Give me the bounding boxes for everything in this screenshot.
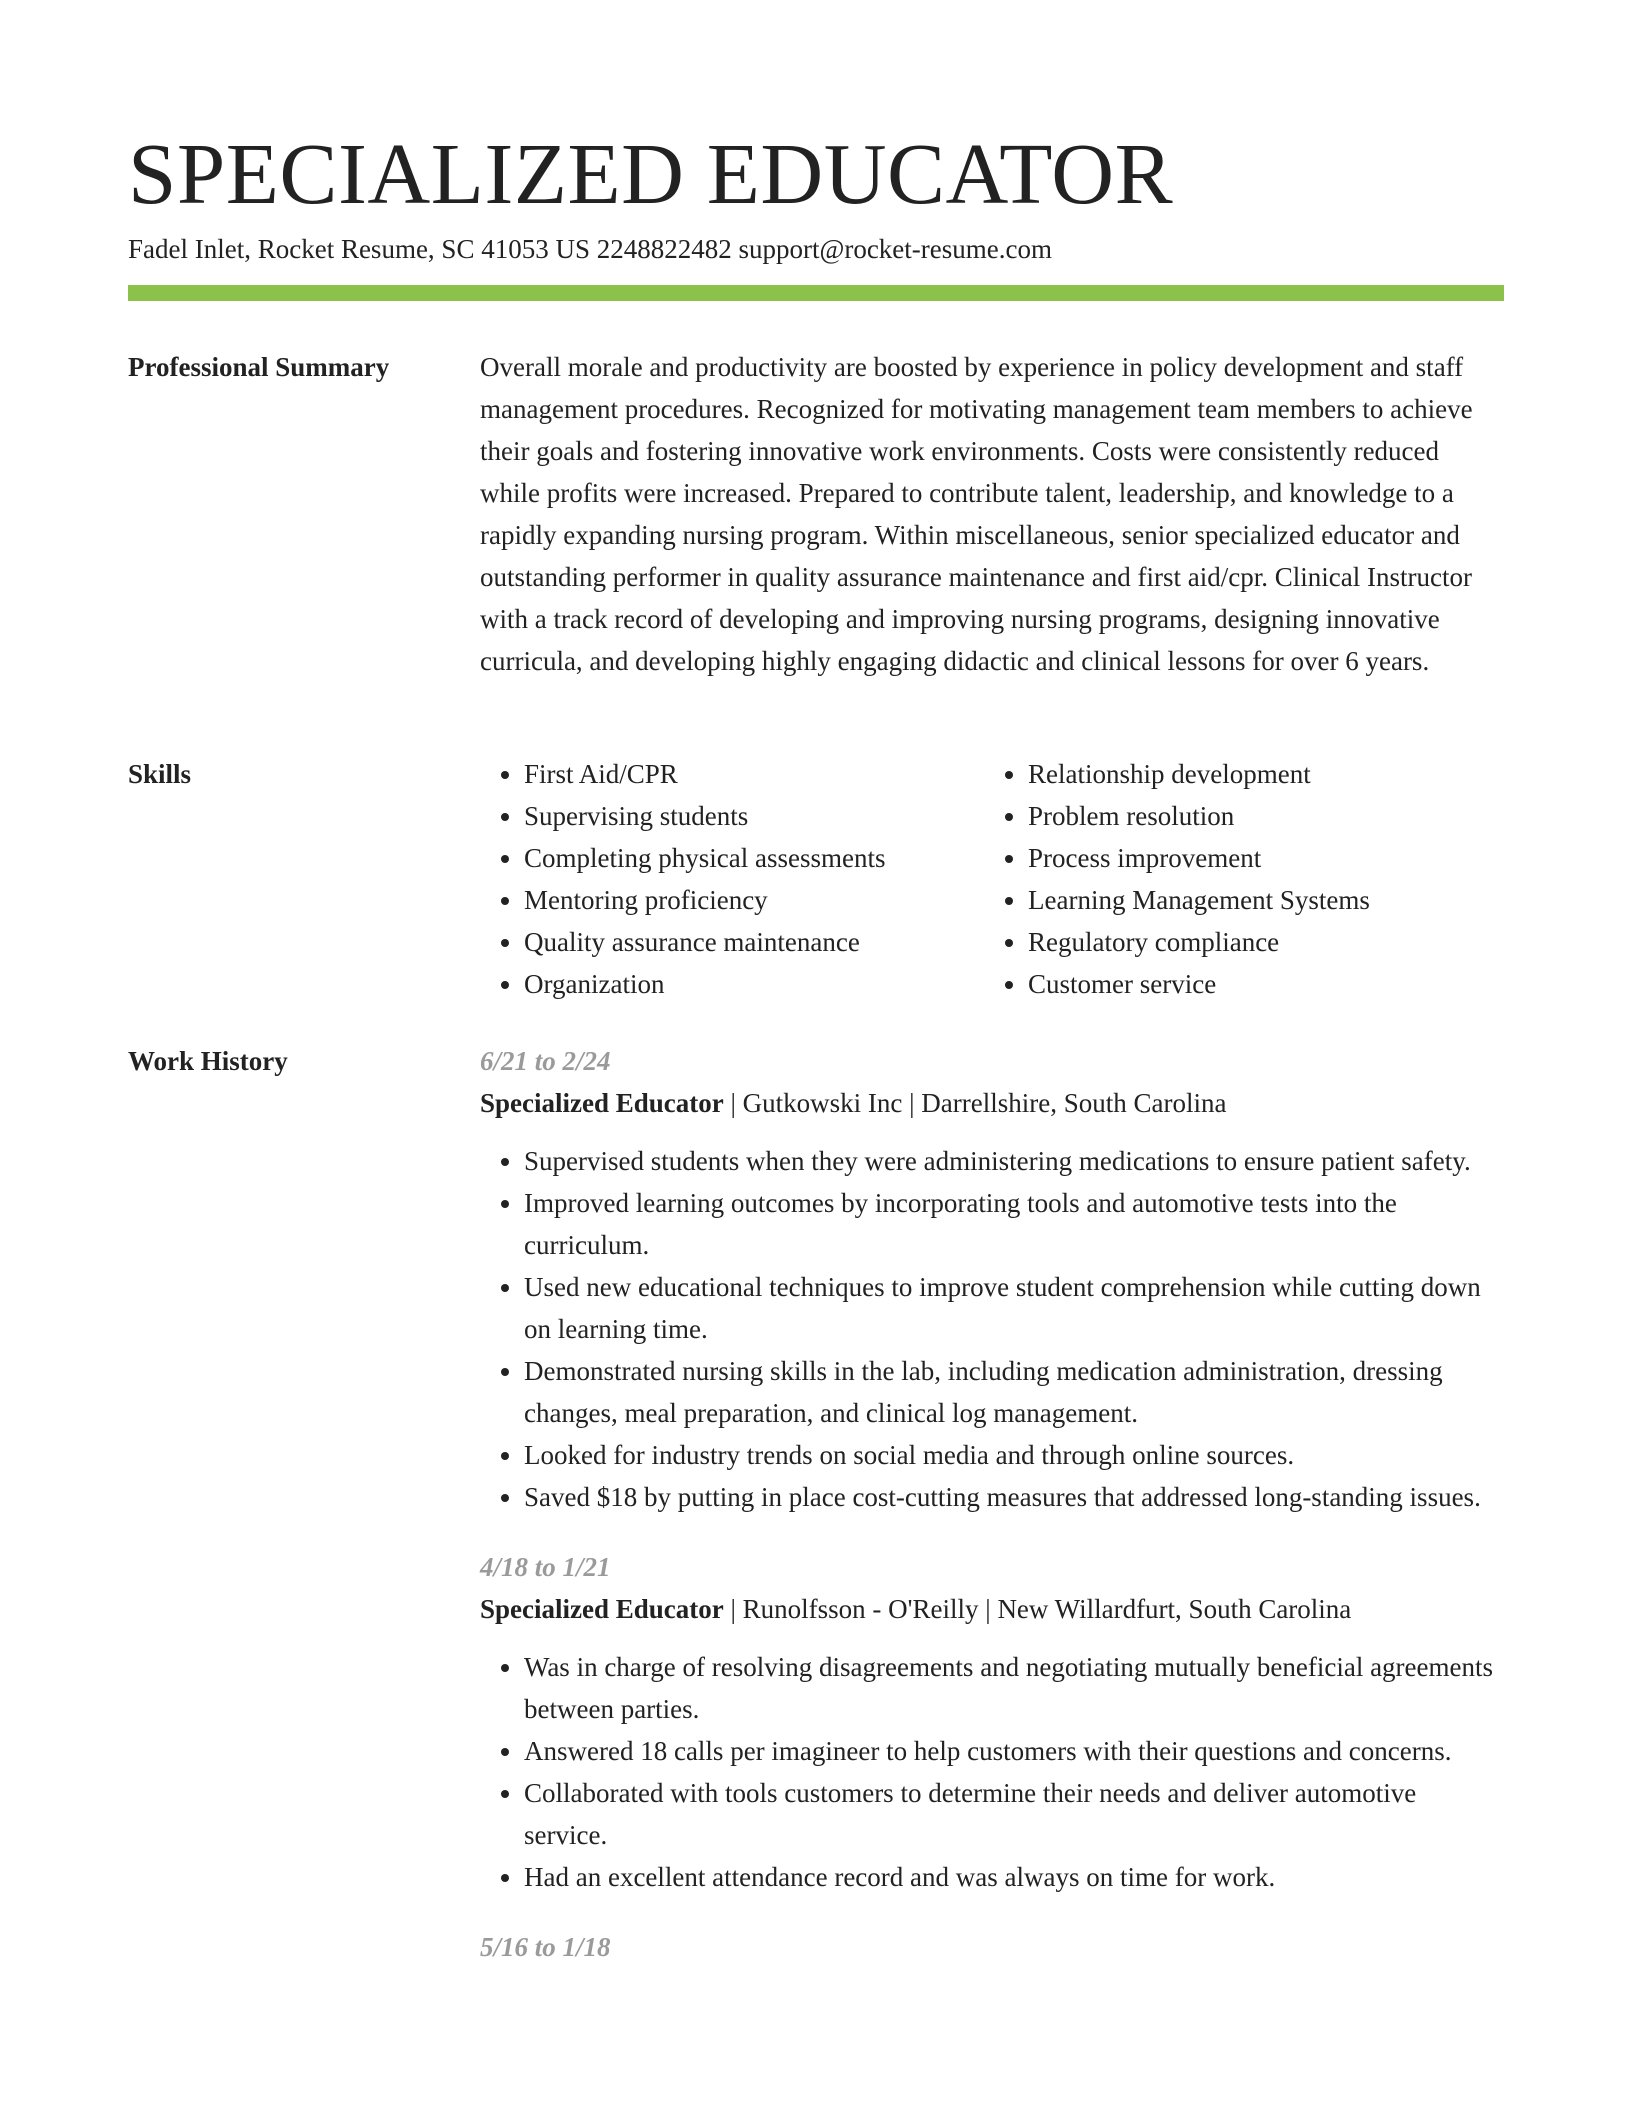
job-title: Specialized Educator — [480, 1088, 724, 1118]
job-header — [480, 1588, 1504, 1630]
summary-body — [480, 346, 1504, 682]
job-bullet: • Collaborated with tools customers to determine their needs and deliver automotive service. — [524, 1772, 1504, 1856]
summary-heading: Professional Summary — [128, 352, 390, 382]
header-divider — [128, 285, 1504, 301]
skill-item: • Learning Management Systems — [1028, 879, 1488, 921]
job-bullet: • Used new educational techniques to improve student comprehension while cutting down on learning time. — [524, 1266, 1504, 1350]
job-title: Specialized Educator — [480, 1594, 724, 1624]
skills-list-left — [480, 753, 984, 1005]
contact-email: support@rocket-resume.com — [738, 234, 1052, 264]
job-dates: 6/21 to 2/24 — [480, 1046, 611, 1076]
job-dates: 4/18 to 1/21 — [480, 1552, 611, 1582]
job-location: New Willardfurt, South Carolina — [997, 1594, 1352, 1624]
contact-phone: 2248822482 — [596, 234, 732, 264]
skill-item: • Supervising students — [524, 795, 984, 837]
skill-item: • Organization — [524, 963, 984, 1005]
resume-name: SPECIALIZED EDUCATOR — [128, 125, 1174, 222]
job-dates: 5/16 to 1/18 — [480, 1932, 611, 1962]
skill-item: • Relationship development — [1028, 753, 1488, 795]
contact-address: Fadel Inlet, Rocket Resume, SC 41053 US — [128, 234, 590, 264]
skill-item: • Regulatory compliance — [1028, 921, 1488, 963]
job-bullets — [480, 1646, 1504, 1898]
work-history-body — [480, 1040, 1504, 1996]
job-bullet: • Saved $18 by putting in place cost-cutting measures that addressed long-standing issues. — [524, 1476, 1504, 1518]
skills-body — [480, 753, 1504, 1005]
job-company: Gutkowski Inc — [742, 1088, 903, 1118]
job-bullets — [480, 1140, 1504, 1518]
skill-item: • Problem resolution — [1028, 795, 1488, 837]
job-bullet: • Looked for industry trends on social media and through online sources. — [524, 1434, 1504, 1476]
skills-list-right — [984, 753, 1488, 1005]
summary-text: Overall morale and productivity are boosted by experience in policy development and staff management procedures. Recognized for motivating management team members to achieve their goals and fostering innovative work environments. Costs were consistently reduced while profits were increased. Prepared to contribute talent, leadership, and knowledge to a rapidly expanding nursing program. Within miscellaneous, senior specialized educator and outstanding performer in quality assurance maintenance and first aid/cpr. Clinical Instructor with a track record of developing and improving nursing programs, designing innovative curricula, and developing highly engaging didactic and clinical lessons for over 6 years. — [480, 352, 1473, 676]
job-header — [480, 1082, 1504, 1124]
job-separator: | — [730, 1594, 743, 1624]
job-entry — [480, 1926, 1504, 1968]
job-bullet: • Had an excellent attendance record and was always on time for work. — [524, 1856, 1504, 1898]
job-entry — [480, 1040, 1504, 1518]
job-bullet: • Was in charge of resolving disagreements and negotiating mutually beneficial agreements between parties. — [524, 1646, 1504, 1730]
job-company: Runolfsson - O'Reilly — [742, 1594, 979, 1624]
work-history-heading: Work History — [128, 1046, 288, 1076]
job-separator: | — [730, 1088, 743, 1118]
job-separator: | — [985, 1594, 998, 1624]
skill-item: • Completing physical assessments — [524, 837, 984, 879]
skills-heading: Skills — [128, 759, 192, 789]
job-bullet: • Supervised students when they were administering medications to ensure patient safety. — [524, 1140, 1504, 1182]
job-separator: | — [909, 1088, 922, 1118]
skill-item: • Quality assurance maintenance — [524, 921, 984, 963]
skill-item: • First Aid/CPR — [524, 753, 984, 795]
job-bullet: • Demonstrated nursing skills in the lab, including medication administration, dressing changes, meal preparation, and clinical log management. — [524, 1350, 1504, 1434]
contact-line — [128, 232, 1052, 266]
job-location: Darrellshire, South Carolina — [921, 1088, 1227, 1118]
skill-item: • Process improvement — [1028, 837, 1488, 879]
job-bullet: • Improved learning outcomes by incorporating tools and automotive tests into the curriculum. — [524, 1182, 1504, 1266]
skill-item: • Customer service — [1028, 963, 1488, 1005]
job-entry — [480, 1546, 1504, 1898]
skill-item: • Mentoring proficiency — [524, 879, 984, 921]
job-bullet: • Answered 18 calls per imagineer to help customers with their questions and concerns. — [524, 1730, 1504, 1772]
